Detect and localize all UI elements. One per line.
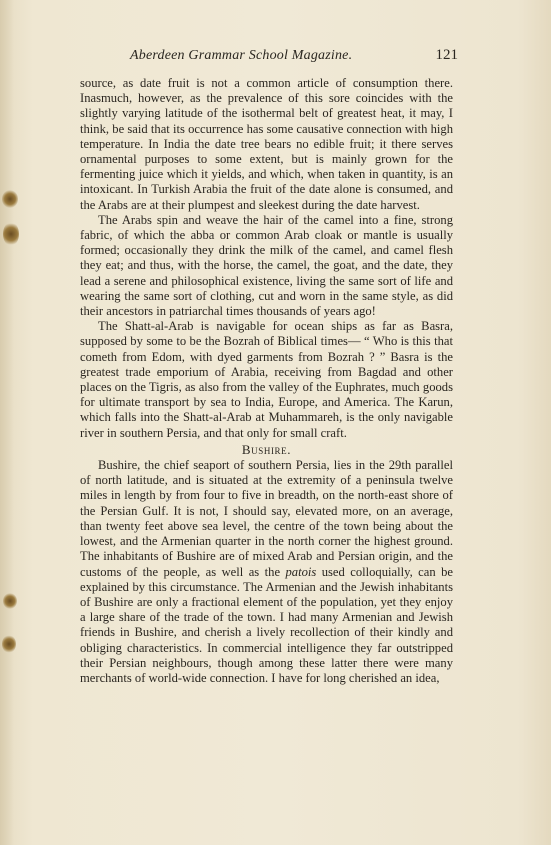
paragraph: The Arabs spin and weave the hair of the camel into a fine, strong fabric, of which the abba or common Arab cloak or mantle is usually formed; occasionally they drink the milk of the camel, and camel flesh they eat; and thus, with the horse, the camel, the goat, and the date, they lead a serene and philosophical existence, living the same sort of life and wearing the same sort of clothing, cut and worn in the same style, as did their ancestors in patriarchal times thousands of years ago! bbox=[80, 212, 453, 319]
ink-blot bbox=[3, 593, 17, 609]
section-heading: Bushire. bbox=[241, 441, 292, 457]
binding-fold bbox=[0, 0, 14, 845]
running-title: Aberdeen Grammar School Magazine. bbox=[130, 48, 353, 63]
paragraph: source, as date fruit is not a common article of consumption there. Inasmuch, however, as the prevalence of this sore coincides with the slightly varying latitude of the isothermal belt of greatest heat, it may, I think, be said that its occurrence has some causative connection with high temperature. In India the date tree bears no edible fruit; it there serves ornamental purposes to some extent, but is mainly grown for the fermenting juice which it yields, and which, when taken in quantity, is an intoxicant. In Turkish Arabia the fruit of the date alone is consumed, and the Arabs are at their plumpest and sleekest during the date harvest. bbox=[80, 76, 453, 212]
italic-term: patois bbox=[285, 564, 317, 579]
ink-blot bbox=[2, 190, 18, 208]
article-body bbox=[80, 76, 453, 686]
ink-blot bbox=[2, 635, 16, 653]
paragraph bbox=[80, 458, 453, 686]
paragraph: The Shatt-al-Arab is navigable for ocean ships as far as Basra, supposed by some to be the Bozrah of Biblical times— “ Who is this that cometh from Edom, with dyed garments from Bozrah ? ” Basra is the greatest trade emporium of Arabia, receiving from Bagdad and other places on the Tigris, as also from the valley of the Euphrates, much goods for ultimate transport by sea to India, Europe, and America. The Karun, which falls into the Shatt-al-Arab at Muhammareh, is the only navigable river in southern Persia, and that only for small craft. bbox=[80, 319, 453, 440]
page-number: 121 bbox=[435, 47, 458, 63]
paragraph-text: used colloquially, can be explained by this circumstance. The Armenian and the Jewish inhabitants of Bushire are only a fractional element of the population, yet they enjoy a large share of the trade of the town. I had many Armenian and Jewish friends in Bushire, and cherish a lively recollection of their kindly and obliging characteristics. In commercial intelligence they far outstripped their Persian neighbours, though among these latter there were many merchants of world-wide connection. I have for long cherished an idea, bbox=[80, 564, 453, 685]
ink-blot bbox=[3, 222, 19, 246]
page-header bbox=[82, 48, 458, 68]
paragraph-text: Bushire, the chief seaport of southern Persia, lies in the 29th parallel of north latitude, and is situated at the extremity of a peninsula twelve miles in length by from four to five in breadth, on the north-east shore of the Persian Gulf. It is not, I should say, elevated more, on an average, than twenty feet above sea level, the centre of the town being about the lowest, and the Armenian quarter in the north corner the highest ground. The inhabitants of Bushire are of mixed Arab and Persian origin, and the customs of the people, as well as the bbox=[80, 458, 453, 579]
